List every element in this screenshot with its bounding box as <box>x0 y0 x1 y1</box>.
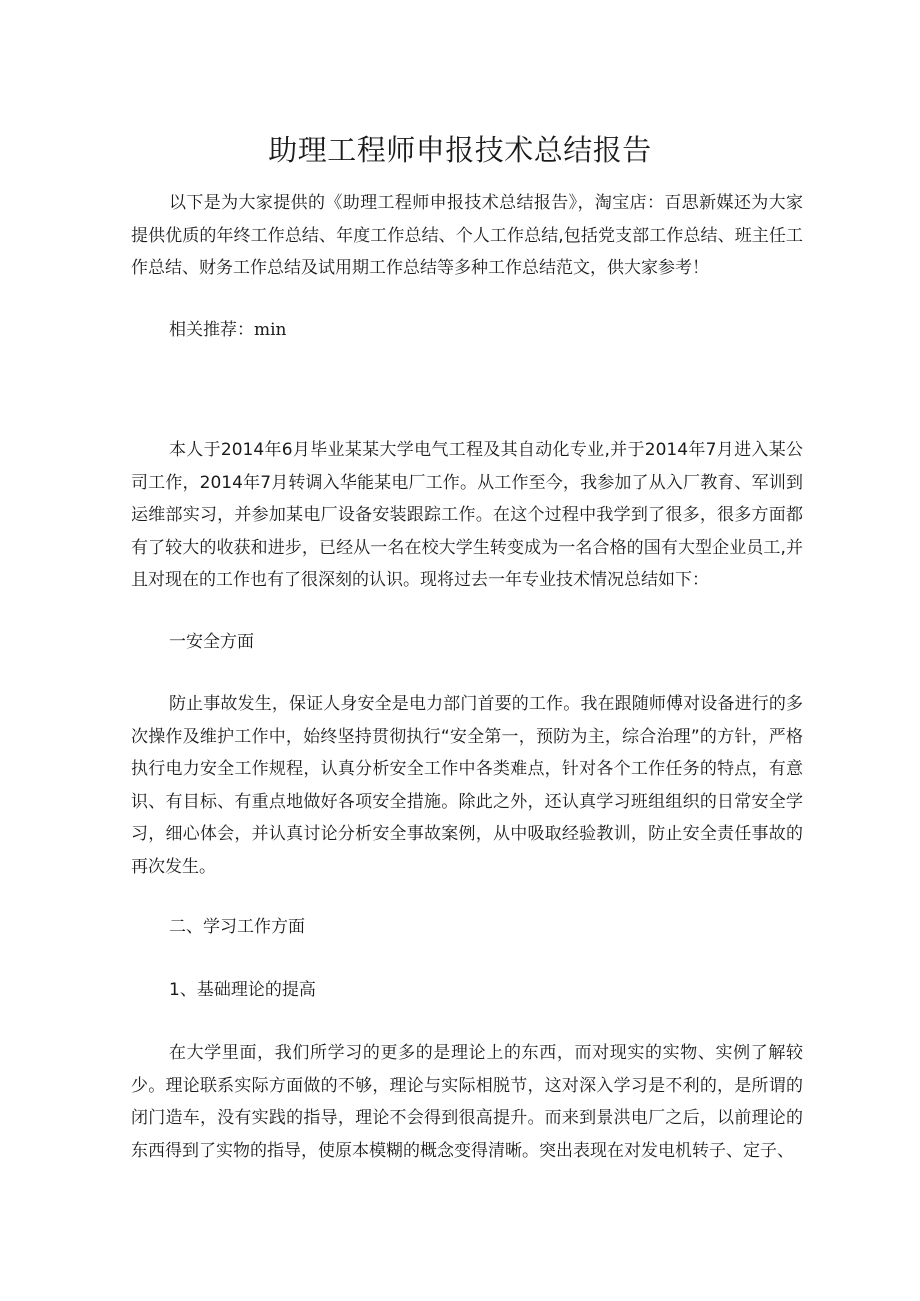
recommend-line <box>169 314 287 346</box>
safety-paragraph: 防止事故发生，保证人身安全是电力部门首要的工作。我在跟随师傅对设备进行的多次操作及维护工作中，始终坚持贯彻执行“安全第一，预防为主，综合治理”的方针，严格执行电力安全工作规程，认真分析安全工作中各类难点，针对各个工作任务的特点，有意识、有目标、有重点地做好各项安全措施。除此之外，还认真学习班组组织的日常安全学习，细心体会，并认真讨论分析安全事故案例，从中吸取经验教训，防止安全责任事故的再次发生。 <box>131 694 803 877</box>
recommend-label: 相关推荐： <box>169 320 254 340</box>
theory-paragraph: 在大学里面，我们所学习的更多的是理论上的东西，而对现实的实物、实例了解较少。理论联系实际方面做的不够，理论与实际相脱节，这对深入学习是不利的，是所谓的闭门造车，没有实践的指导，理论不会得到很高提升。而来到景洪电厂之后，以前理论的东西得到了实物的指导，使原本模糊的概念变得清晰。突出表现在对发电机转子、定子、 <box>131 1043 803 1161</box>
subsection-heading-theory: 1、基础理论的提高 <box>169 980 316 1000</box>
recommend-value: min <box>254 320 287 340</box>
section-heading-safety: 一安全方面 <box>169 632 254 652</box>
section-heading-study: 二、学习工作方面 <box>169 917 305 937</box>
intro-paragraph: 以下是为大家提供的《助理工程师申报技术总结报告》，淘宝店：百思新媒还为大家提供优质的年终工作总结、年度工作总结、个人工作总结,包括党支部工作总结、班主任工作总结、财务工作总结及试用期工作总结等多种工作总结范文，供大家参考！ <box>131 193 803 278</box>
document-title: 助理工程师申报技术总结报告 <box>268 133 652 167</box>
self-intro-paragraph: 本人于2014年6月毕业某某大学电气工程及其自动化专业,并于2014年7月进入某公司工作，2014年7月转调入华能某电厂工作。从工作至今，我参加了从入厂教育、军训到运维部实习，并参加某电厂设备安装跟踪工作。在这个过程中我学到了很多，很多方面都有了较大的收获和进步，已经从一名在校大学生转变成为一名合格的国有大型企业员工,并且对现在的工作也有了很深刻的认识。现将过去一年专业技术情况总结如下： <box>131 440 803 590</box>
